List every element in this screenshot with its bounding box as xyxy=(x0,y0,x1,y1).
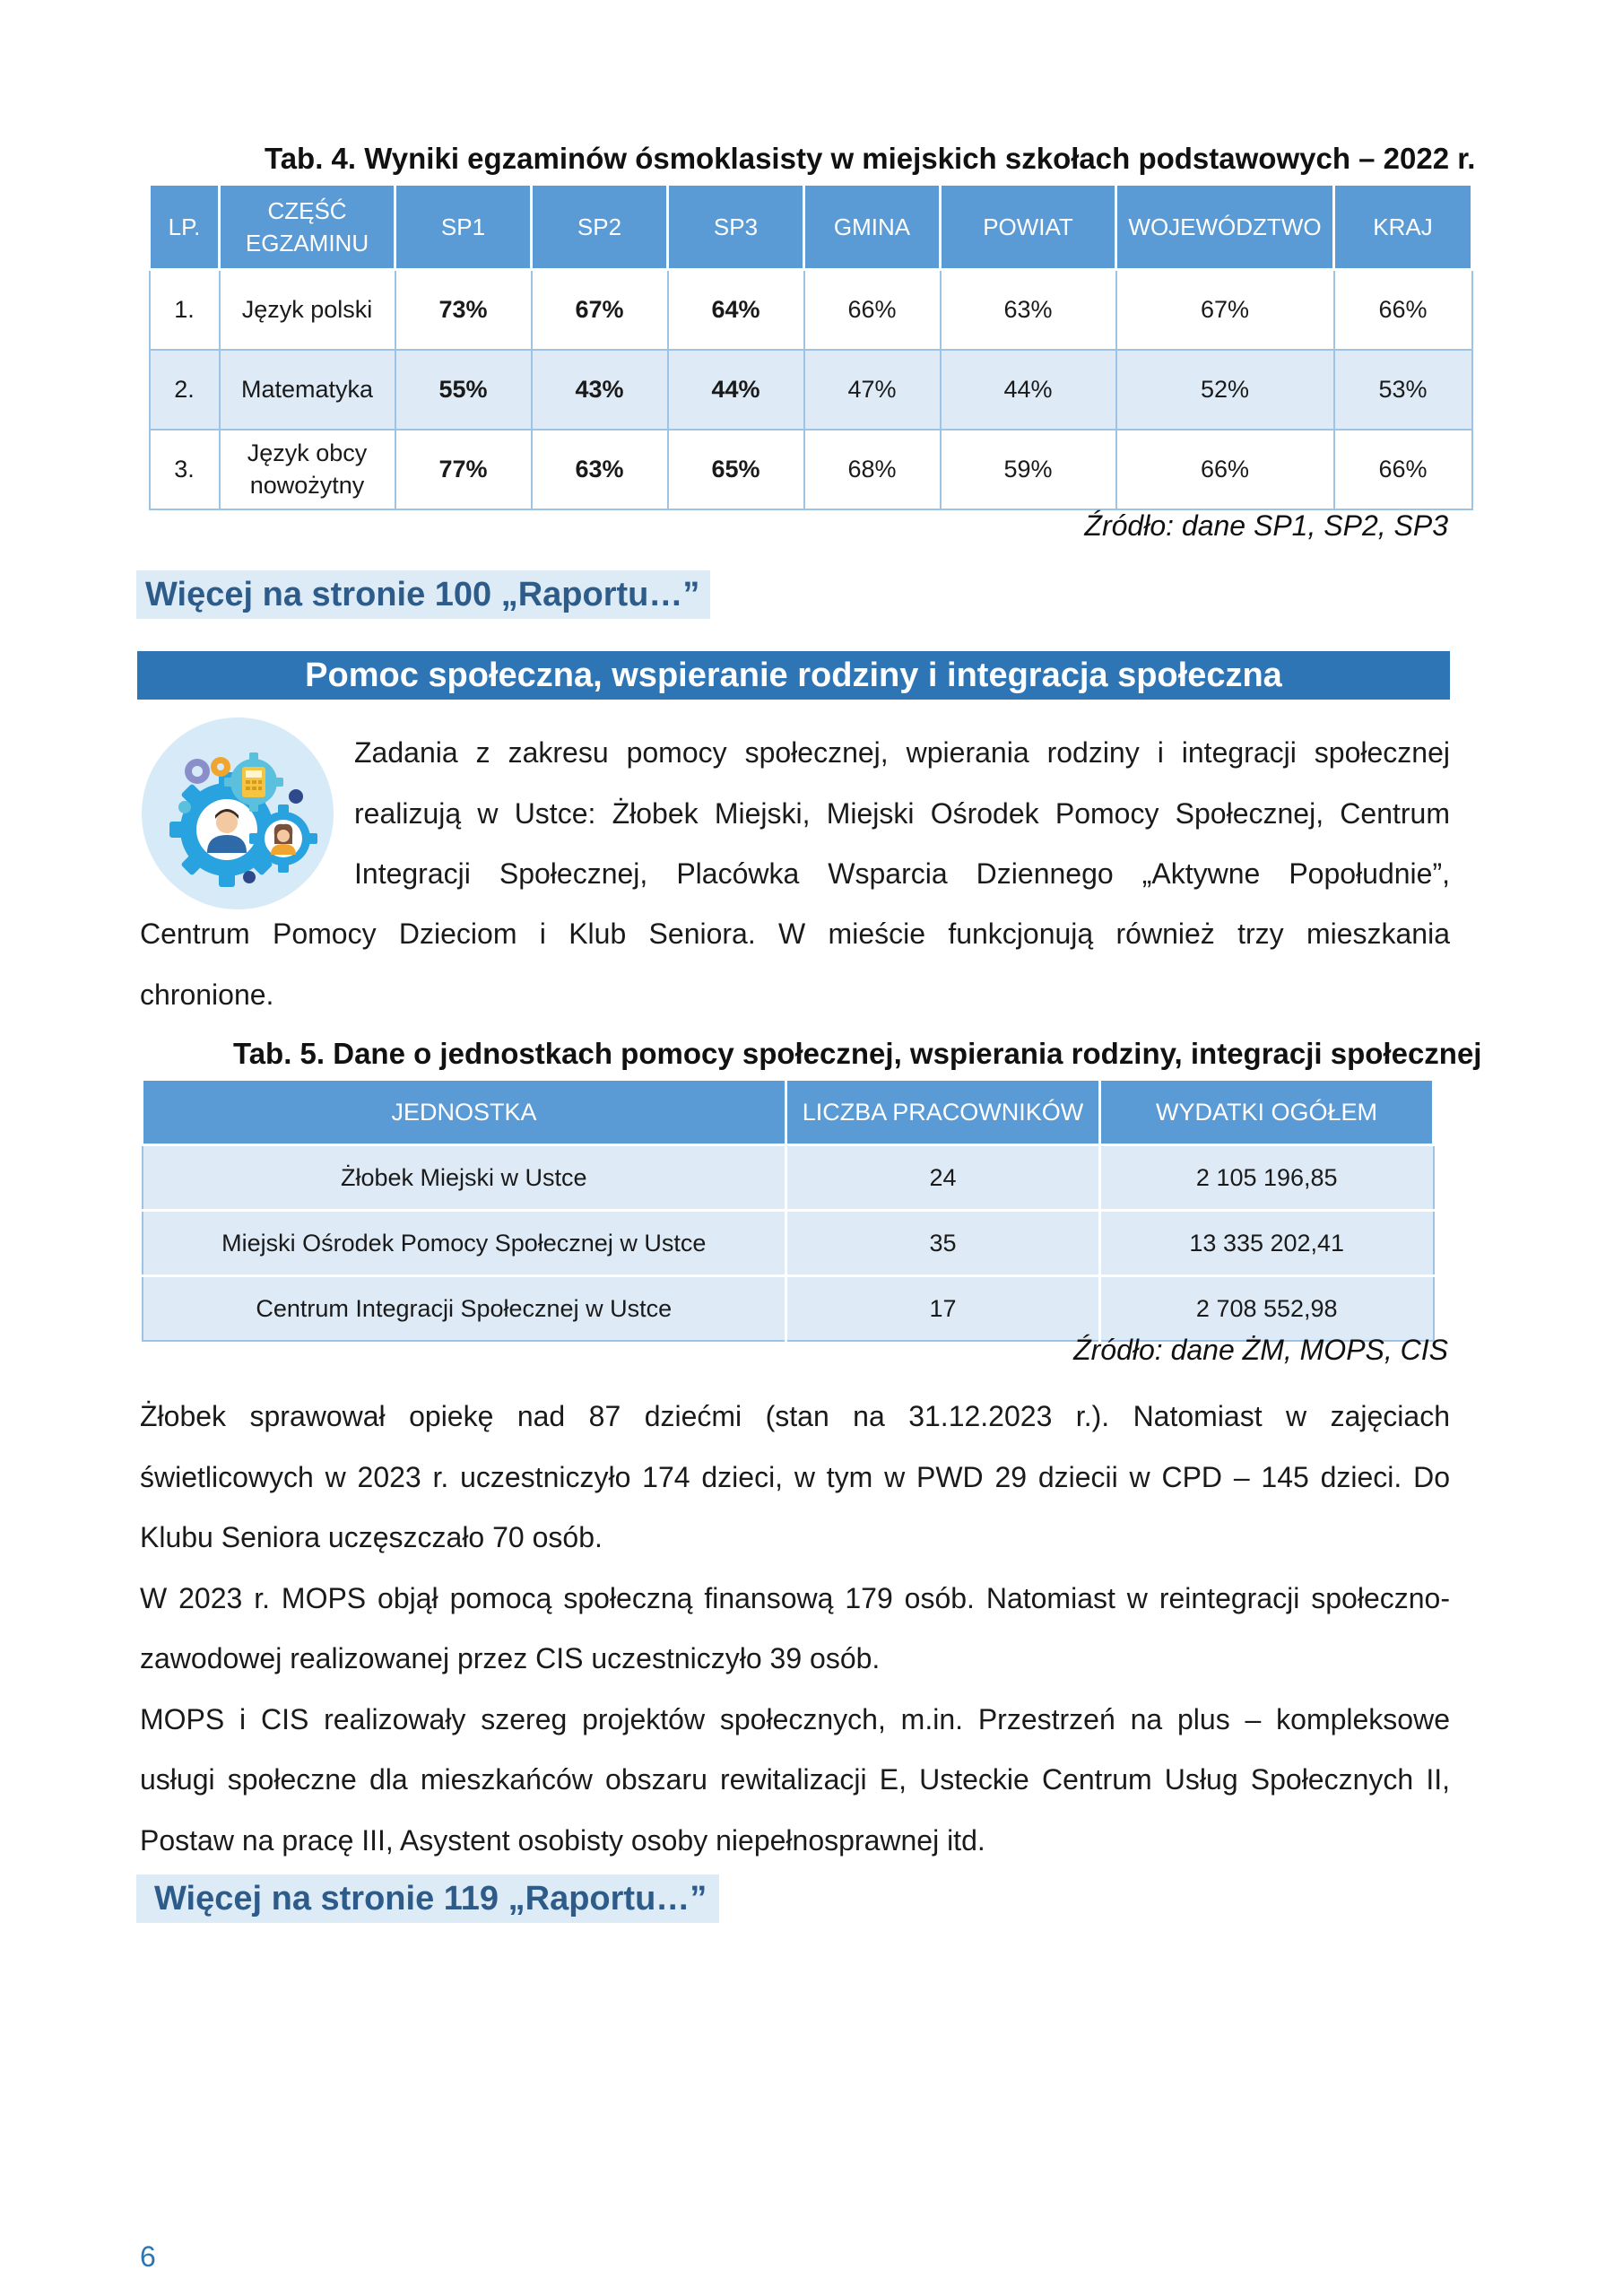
table-cell: 63% xyxy=(941,270,1116,350)
table-row xyxy=(150,350,1472,430)
table-cell: 3. xyxy=(150,430,220,509)
table-row xyxy=(143,1276,1434,1342)
table-row xyxy=(150,270,1472,350)
table-cell: Język polski xyxy=(220,270,395,350)
col-header: CZĘŚĆ EGZAMINU xyxy=(220,185,395,270)
col-header: WYDATKI OGÓŁEM xyxy=(1100,1080,1434,1145)
exam-results-table xyxy=(148,183,1473,510)
text-line: Integracji Społecznej, Placówka Wsparcia Dziennego „Aktywne Popołudnie”, xyxy=(354,857,1450,890)
table5-source: Źródło: dane ŻM, MOPS, CIS xyxy=(1073,1334,1448,1366)
table-cell: 44% xyxy=(668,350,804,430)
page-number: 6 xyxy=(140,2240,156,2273)
table-cell: 68% xyxy=(804,430,941,509)
table-cell: 63% xyxy=(532,430,668,509)
col-header: LICZBA PRACOWNIKÓW xyxy=(786,1080,1100,1145)
table-cell: 55% xyxy=(395,350,532,430)
table-cell: Centrum Integracji Społecznej w Ustce xyxy=(143,1276,786,1342)
table-cell: Język obcy nowożytny xyxy=(220,430,395,509)
col-header: WOJEWÓDZTWO xyxy=(1116,185,1334,270)
table-cell: 66% xyxy=(1334,430,1472,509)
table5-caption: Tab. 5. Dane o jednostkach pomocy społecznej, wspierania rodziny, integracji społecznej xyxy=(233,1037,1482,1070)
table-cell: 66% xyxy=(1116,430,1334,509)
text-line: realizują w Ustce: Żłobek Miejski, Miejski Ośrodek Pomocy Społecznej, Centrum xyxy=(354,796,1450,830)
table-cell: 35 xyxy=(786,1211,1100,1276)
table-cell: 65% xyxy=(668,430,804,509)
text-line: Centrum Pomocy Dzieciom i Klub Seniora. W mieście funkcjonują również trzy mieszkania xyxy=(140,918,1450,950)
text-line: Klubu Seniora uczęszczało 70 osób. xyxy=(140,1521,603,1553)
text-line: MOPS i CIS realizowały szereg projektów społecznych, m.in. Przestrzeń na plus – kompleksowe xyxy=(140,1702,1450,1735)
col-header: SP1 xyxy=(395,185,532,270)
col-header: GMINA xyxy=(804,185,941,270)
table-cell: 2 105 196,85 xyxy=(1100,1145,1434,1211)
table-cell: 73% xyxy=(395,270,532,350)
table-cell: 43% xyxy=(532,350,668,430)
intro-paragraph-wrapped xyxy=(354,723,1450,905)
more-link-119[interactable]: Więcej na stronie 119 „Raportu…” xyxy=(136,1874,719,1923)
table-header-row xyxy=(150,185,1472,270)
col-header: SP2 xyxy=(532,185,668,270)
table-cell: 24 xyxy=(786,1145,1100,1211)
table4-source: Źródło: dane SP1, SP2, SP3 xyxy=(1084,509,1448,542)
col-header: LP. xyxy=(150,185,220,270)
table4-caption: Tab. 4. Wyniki egzaminów ósmoklasisty w miejskich szkołach podstawowych – 2022 r. xyxy=(265,142,1476,175)
more-link-100[interactable]: Więcej na stronie 100 „Raportu…” xyxy=(136,570,710,619)
table-cell: 53% xyxy=(1334,350,1472,430)
table-row xyxy=(150,430,1472,509)
table-cell: Żłobek Miejski w Ustce xyxy=(143,1145,786,1211)
table-cell: 1. xyxy=(150,270,220,350)
social-help-gears-icon xyxy=(142,718,334,909)
table-cell: Matematyka xyxy=(220,350,395,430)
table-cell: 2 708 552,98 xyxy=(1100,1276,1434,1342)
col-header: JEDNOSTKA xyxy=(143,1080,786,1145)
text-line: Zadania z zakresu pomocy społecznej, wpierania rodziny i integracji społecznej xyxy=(354,736,1450,769)
text-line: świetlicowych w 2023 r. uczestniczyło 174 dzieci, w tym w PWD 29 dziecii w CPD – 145 dzieci. Do xyxy=(140,1460,1450,1493)
social-units-table xyxy=(141,1078,1435,1342)
table-header-row xyxy=(143,1080,1434,1145)
table-row xyxy=(143,1145,1434,1211)
table-cell: Miejski Ośrodek Pomocy Społecznej w Ustce xyxy=(143,1211,786,1276)
table-cell: 52% xyxy=(1116,350,1334,430)
intro-paragraph-full xyxy=(140,904,1450,1025)
col-header: KRAJ xyxy=(1334,185,1472,270)
text-line: zawodowej realizowanej przez CIS uczestniczyło 39 osób. xyxy=(140,1642,881,1674)
table-cell: 66% xyxy=(804,270,941,350)
text-line: usługi społeczne dla mieszkańców obszaru rewitalizacji E, Usteckie Centrum Usług Społecznych II, xyxy=(140,1763,1450,1796)
table-cell: 44% xyxy=(941,350,1116,430)
table-cell: 67% xyxy=(1116,270,1334,350)
table-cell: 64% xyxy=(668,270,804,350)
text-line: chronione. xyxy=(140,978,274,1011)
section-heading: Pomoc społeczna, wspieranie rodziny i integracja społeczna xyxy=(137,651,1450,700)
col-header: SP3 xyxy=(668,185,804,270)
table-cell: 77% xyxy=(395,430,532,509)
col-header: POWIAT xyxy=(941,185,1116,270)
table-cell: 66% xyxy=(1334,270,1472,350)
table-cell: 2. xyxy=(150,350,220,430)
table-cell: 17 xyxy=(786,1276,1100,1342)
table-cell: 59% xyxy=(941,430,1116,509)
table-cell: 67% xyxy=(532,270,668,350)
body-paragraph xyxy=(140,1387,1450,1871)
table-cell: 47% xyxy=(804,350,941,430)
table-cell: 13 335 202,41 xyxy=(1100,1211,1434,1276)
text-line: Żłobek sprawował opiekę nad 87 dziećmi (stan na 31.12.2023 r.). Natomiast w zajęciach xyxy=(140,1400,1450,1432)
text-line: Postaw na pracę III, Asystent osobisty osoby niepełnosprawnej itd. xyxy=(140,1823,985,1857)
table-row xyxy=(143,1211,1434,1276)
text-line: W 2023 r. MOPS objął pomocą społeczną finansową 179 osób. Natomiast w reintegracji społeczno- xyxy=(140,1581,1450,1614)
